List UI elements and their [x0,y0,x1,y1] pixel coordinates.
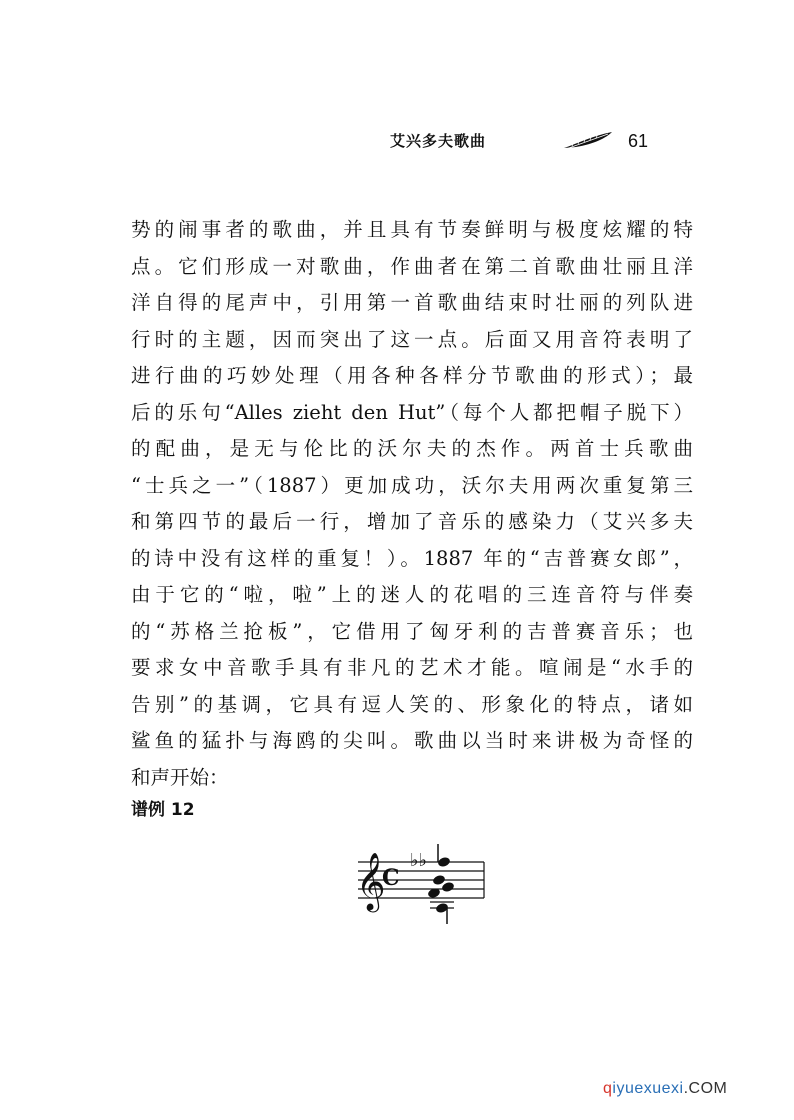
text-line: 要求女中音歌手具有非凡的艺术才能。喧闹是“水手的 [131,656,693,679]
example-label: 谱例 12 [131,800,195,820]
text-line: 告别”的基调，它具有逗人笑的、形象化的特点，诸如 [131,692,693,716]
text-line: 和声开始： [131,765,229,789]
page-header [390,128,670,158]
text-line: 的“苏格兰抢板”，它借用了匈牙利的吉普赛音乐；也 [131,619,693,643]
music-example [350,840,490,925]
text-line: 点。它们形成一对歌曲，作曲者在第二首歌曲壮丽且洋 [131,254,693,278]
text-line: “士兵之一”（1887）更加成功，沃尔夫用两次重复第三 [131,473,693,497]
flat-accidentals: ♭♭ [410,850,427,871]
text-line: 由于它的“啦，啦”上的迷人的花唱的三连音符与伴奏 [131,583,693,606]
watermark [603,1080,727,1098]
body-text [131,212,693,796]
text-line: 进行曲的巧妙处理（用各种各样分节歌曲的形式）；最 [131,364,693,387]
running-title: 艾兴多夫歌曲 [390,132,487,150]
watermark-part: q [603,1080,613,1097]
watermark-part: .COM [683,1080,728,1097]
text-line: 行时的主题，因而突出了这一点。后面又用音符表明了 [131,327,693,351]
quill-icon [562,130,614,152]
text-line: 的配曲，是无与伦比的沃尔夫的杰作。两首士兵歌曲 [131,437,693,460]
text-line: 鲨鱼的猛扑与海鸥的尖叫。歌曲以当时来讲极为奇怪的 [131,729,693,752]
page-number: 61 [628,131,649,151]
treble-clef-icon: 𝄞 [356,852,386,910]
text-line: 后的乐句“Alles zieht den Hut”（每个人都把帽子脱下） [131,400,693,424]
time-signature: C [382,865,400,891]
text-line: 洋自得的尾声中，引用第一首歌曲结束时壮丽的列队进 [131,291,693,314]
chord-notes [427,844,455,924]
watermark-part: iyuexuexi [612,1080,684,1097]
text-line: 和第四节的最后一行，增加了音乐的感染力（艾兴多夫 [131,510,693,533]
text-line: 的诗中没有这样的重复！）。1887 年的“吉普赛女郎”， [131,546,693,570]
text-line: 势的闹事者的歌曲，并且具有节奏鲜明与极度炫耀的特 [131,218,693,241]
